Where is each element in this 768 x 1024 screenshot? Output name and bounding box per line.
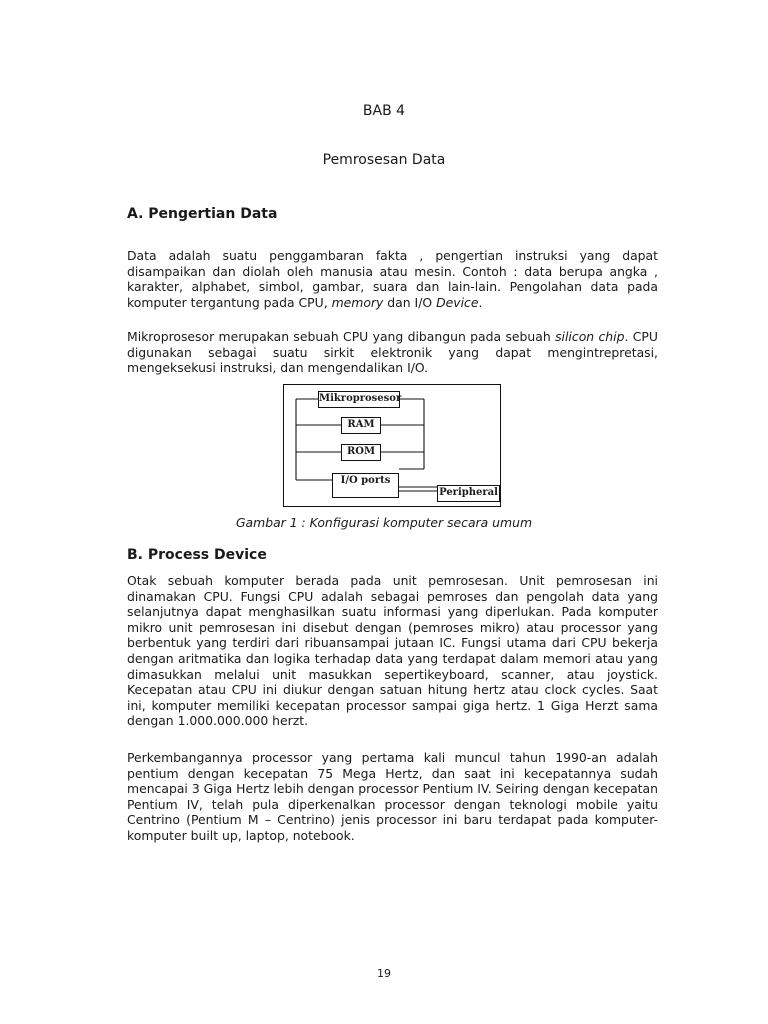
section-b-paragraph-2: Perkembangannya processor yang pertama kali muncul tahun 1990-an adalah pentium dengan kecepatan 75 Mega Hertz, dan saat ini kecepatannya sudah mencapai 3 Giga Hertz lebih dengan processor Pentium IV. Seiring dengan kecepatan Pentium IV, telah pula diperkenalkan processor dengan teknologi mobile yaitu Centrino (Pentium M – Centrino) jenis processor ini baru terdapat pada komputer-komputer built up, laptop, notebook.: [127, 750, 658, 843]
text-run: . CPU digunakan sebagai suatu sirkit elektronik yang dapat mengintrepretasi, mengeksekusi instruksi, dan mengendalikan I/O.: [127, 329, 658, 376]
ram-box: RAM: [341, 417, 381, 434]
io-ports-box: I/O ports: [332, 473, 399, 498]
rom-box: ROM: [341, 444, 381, 461]
section-a-heading: A. Pengertian Data: [127, 206, 278, 222]
text-run: .: [478, 294, 483, 310]
section-b-paragraph-1: Otak sebuah komputer berada pada unit pemrosesan. Unit pemrosesan ini dinamakan CPU. Fungsi CPU adalah sebagai pemroses dan pengolah data yang selanjutnya dapat menghasilkan suatu informasi yang diperlukan. Pada komputer mikro unit pemrosesan ini disebut dengan (pemroses mikro) atau processor yang berbentuk yang terdiri dari ribuansampai jutaan IC. Fungsi utama dari CPU bekerja dengan aritmatika dan logika terhadap data yang terdapat dalam memori atau yang dimasukkan melalui unit masukkan sepertikeyboard, scanner, atau joystick. Kecepatan atau CPU ini diukur dengan satuan hitung hertz atau clock cycles. Saat ini, komputer memiliki kecepatan processor sampai giga hertz. 1 Giga Herzt sama dengan 1.000.000.000 herzt.: [127, 573, 658, 729]
chapter-title: Pemrosesan Data: [322, 152, 446, 168]
mikroprosesor-box: Mikroprosesor: [318, 391, 400, 408]
emphasis-device: Device: [436, 294, 479, 310]
text-run: Data adalah suatu penggambaran fakta , pengertian instruksi yang dapat disampaikan dan diolah oleh manusia atau mesin. Contoh : data berupa angka , karakter, alphabet, simbol, gambar, suara dan lain-lain. Pengolahan data pada komputer tergantung pada CPU,: [127, 248, 658, 310]
section-b-heading: B. Process Device: [127, 547, 267, 563]
figure-caption: Gambar 1 : Konfigurasi komputer secara umum: [235, 515, 533, 530]
computer-configuration-diagram: [283, 384, 501, 507]
page-number: 19: [377, 967, 391, 980]
emphasis-silicon-chip: silicon chip: [555, 329, 625, 344]
text-run: dan I/O: [383, 294, 437, 310]
emphasis-memory: memory: [331, 294, 384, 310]
section-a-paragraph-1: [127, 248, 658, 310]
text-run: Mikroprosesor merupakan sebuah CPU yang dibangun pada sebuah: [127, 329, 556, 344]
peripheral-box: Peripheral: [437, 485, 500, 502]
chapter-label: BAB 4: [362, 103, 406, 119]
section-a-paragraph-2: [127, 329, 658, 376]
